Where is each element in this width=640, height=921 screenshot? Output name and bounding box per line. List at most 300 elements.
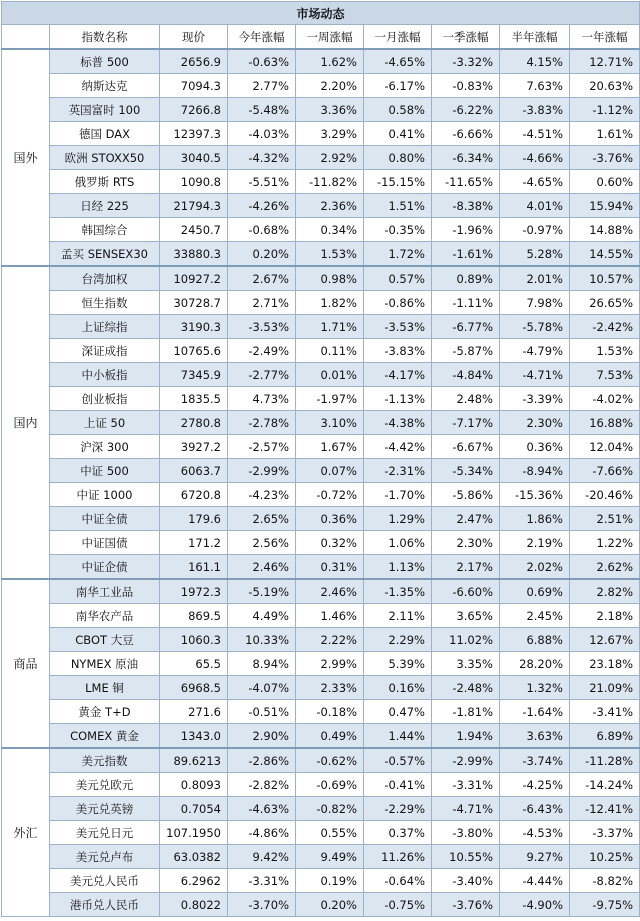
half-year-change-cell: 4.01% bbox=[500, 194, 570, 218]
week-change-cell: 0.01% bbox=[296, 363, 364, 387]
ytd-change-cell: -5.19% bbox=[228, 579, 296, 604]
week-change-cell: 0.07% bbox=[296, 459, 364, 483]
week-change-cell: -0.69% bbox=[296, 773, 364, 797]
week-change-cell: 1.82% bbox=[296, 291, 364, 315]
month-change-cell: -1.13% bbox=[364, 387, 432, 411]
table-row bbox=[2, 748, 640, 773]
index-name: LME 铜 bbox=[50, 676, 160, 700]
index-name: 韩国综合 bbox=[50, 218, 160, 242]
week-change-cell: 2.99% bbox=[296, 652, 364, 676]
week-change-cell: -0.72% bbox=[296, 483, 364, 507]
index-name: 英国富时 100 bbox=[50, 98, 160, 122]
week-change-cell: 0.55% bbox=[296, 821, 364, 845]
year-change-cell: 14.88% bbox=[570, 218, 640, 242]
ytd-change-cell: 0.20% bbox=[228, 242, 296, 267]
price-cell: 1060.3 bbox=[160, 628, 228, 652]
week-change-cell: -11.82% bbox=[296, 170, 364, 194]
group-label: 外汇 bbox=[2, 748, 50, 917]
ytd-change-cell: -2.78% bbox=[228, 411, 296, 435]
quarter-change-cell: -6.60% bbox=[432, 579, 500, 604]
year-change-cell: 6.89% bbox=[570, 724, 640, 749]
month-change-cell: -1.35% bbox=[364, 579, 432, 604]
table-row bbox=[2, 194, 640, 218]
index-name: 上证 50 bbox=[50, 411, 160, 435]
year-change-cell: 2.18% bbox=[570, 604, 640, 628]
header-month: 一月涨幅 bbox=[364, 25, 432, 50]
month-change-cell: -6.17% bbox=[364, 74, 432, 98]
index-name: 中证企债 bbox=[50, 555, 160, 580]
index-name: 孟买 SENSEX30 bbox=[50, 242, 160, 267]
week-change-cell: 1.62% bbox=[296, 49, 364, 74]
price-cell: 7094.3 bbox=[160, 74, 228, 98]
table-row bbox=[2, 170, 640, 194]
year-change-cell: 2.62% bbox=[570, 555, 640, 580]
month-change-cell: -3.83% bbox=[364, 339, 432, 363]
month-change-cell: 1.51% bbox=[364, 194, 432, 218]
month-change-cell: 2.29% bbox=[364, 628, 432, 652]
month-change-cell: 0.47% bbox=[364, 700, 432, 724]
half-year-change-cell: -4.51% bbox=[500, 122, 570, 146]
price-cell: 3040.5 bbox=[160, 146, 228, 170]
index-name: 美元兑英镑 bbox=[50, 797, 160, 821]
half-year-change-cell: 6.88% bbox=[500, 628, 570, 652]
half-year-change-cell: -3.39% bbox=[500, 387, 570, 411]
price-cell: 179.6 bbox=[160, 507, 228, 531]
year-change-cell: 12.04% bbox=[570, 435, 640, 459]
ytd-change-cell: 2.71% bbox=[228, 291, 296, 315]
market-table bbox=[1, 1, 640, 917]
table-row bbox=[2, 628, 640, 652]
table-row bbox=[2, 555, 640, 580]
group-label: 国内 bbox=[2, 266, 50, 579]
year-change-cell: 12.71% bbox=[570, 49, 640, 74]
month-change-cell: 5.39% bbox=[364, 652, 432, 676]
week-change-cell: 2.46% bbox=[296, 579, 364, 604]
half-year-change-cell: -4.90% bbox=[500, 893, 570, 917]
week-change-cell: 3.10% bbox=[296, 411, 364, 435]
table-row bbox=[2, 676, 640, 700]
month-change-cell: -4.38% bbox=[364, 411, 432, 435]
table-row bbox=[2, 507, 640, 531]
price-cell: 10927.2 bbox=[160, 266, 228, 291]
week-change-cell: -1.97% bbox=[296, 387, 364, 411]
table-row bbox=[2, 98, 640, 122]
half-year-change-cell: 2.01% bbox=[500, 266, 570, 291]
week-change-cell: 0.32% bbox=[296, 531, 364, 555]
year-change-cell: 23.18% bbox=[570, 652, 640, 676]
month-change-cell: 1.13% bbox=[364, 555, 432, 580]
price-cell: 2450.7 bbox=[160, 218, 228, 242]
week-change-cell: -0.82% bbox=[296, 797, 364, 821]
half-year-change-cell: 2.19% bbox=[500, 531, 570, 555]
header-row bbox=[2, 25, 640, 50]
index-name: 标普 500 bbox=[50, 49, 160, 74]
table-row bbox=[2, 893, 640, 917]
quarter-change-cell: -6.77% bbox=[432, 315, 500, 339]
quarter-change-cell: -5.87% bbox=[432, 339, 500, 363]
table-row bbox=[2, 821, 640, 845]
half-year-change-cell: 3.63% bbox=[500, 724, 570, 749]
half-year-change-cell: -3.74% bbox=[500, 748, 570, 773]
ytd-change-cell: -4.03% bbox=[228, 122, 296, 146]
year-change-cell: 0.60% bbox=[570, 170, 640, 194]
quarter-change-cell: -4.84% bbox=[432, 363, 500, 387]
month-change-cell: -0.57% bbox=[364, 748, 432, 773]
year-change-cell: 7.53% bbox=[570, 363, 640, 387]
quarter-change-cell: -3.80% bbox=[432, 821, 500, 845]
half-year-change-cell: 1.86% bbox=[500, 507, 570, 531]
year-change-cell: 10.57% bbox=[570, 266, 640, 291]
header-name: 指数名称 bbox=[50, 25, 160, 50]
ytd-change-cell: -4.63% bbox=[228, 797, 296, 821]
year-change-cell: -11.28% bbox=[570, 748, 640, 773]
header-year: 一年涨幅 bbox=[570, 25, 640, 50]
ytd-change-cell: -0.68% bbox=[228, 218, 296, 242]
month-change-cell: 0.37% bbox=[364, 821, 432, 845]
index-name: 创业板指 bbox=[50, 387, 160, 411]
month-change-cell: -0.86% bbox=[364, 291, 432, 315]
year-change-cell: 1.53% bbox=[570, 339, 640, 363]
week-change-cell: 0.36% bbox=[296, 507, 364, 531]
ytd-change-cell: 2.67% bbox=[228, 266, 296, 291]
price-cell: 3190.3 bbox=[160, 315, 228, 339]
week-change-cell: 1.67% bbox=[296, 435, 364, 459]
index-name: 中小板指 bbox=[50, 363, 160, 387]
week-change-cell: -0.18% bbox=[296, 700, 364, 724]
ytd-change-cell: -3.53% bbox=[228, 315, 296, 339]
half-year-change-cell: -4.66% bbox=[500, 146, 570, 170]
index-name: 南华工业品 bbox=[50, 579, 160, 604]
index-name: 欧洲 STOXX50 bbox=[50, 146, 160, 170]
table-row bbox=[2, 242, 640, 267]
index-name: 港币兑人民币 bbox=[50, 893, 160, 917]
year-change-cell: -3.76% bbox=[570, 146, 640, 170]
index-name: 美元兑日元 bbox=[50, 821, 160, 845]
half-year-change-cell: 2.45% bbox=[500, 604, 570, 628]
month-change-cell: -2.31% bbox=[364, 459, 432, 483]
year-change-cell: 2.51% bbox=[570, 507, 640, 531]
price-cell: 7266.8 bbox=[160, 98, 228, 122]
price-cell: 1090.8 bbox=[160, 170, 228, 194]
table-row bbox=[2, 652, 640, 676]
year-change-cell: 20.63% bbox=[570, 74, 640, 98]
year-change-cell: 10.25% bbox=[570, 845, 640, 869]
ytd-change-cell: 2.46% bbox=[228, 555, 296, 580]
quarter-change-cell: 1.94% bbox=[432, 724, 500, 749]
index-name: 台湾加权 bbox=[50, 266, 160, 291]
table-row bbox=[2, 700, 640, 724]
table-title: 市场动态 bbox=[2, 2, 640, 25]
month-change-cell: 0.16% bbox=[364, 676, 432, 700]
month-change-cell: -4.65% bbox=[364, 49, 432, 74]
header-group-cell bbox=[2, 25, 50, 50]
index-name: 美元兑人民币 bbox=[50, 869, 160, 893]
month-change-cell: -0.35% bbox=[364, 218, 432, 242]
table-row bbox=[2, 531, 640, 555]
half-year-change-cell: -1.64% bbox=[500, 700, 570, 724]
week-change-cell: -0.62% bbox=[296, 748, 364, 773]
half-year-change-cell: -8.94% bbox=[500, 459, 570, 483]
week-change-cell: 1.71% bbox=[296, 315, 364, 339]
half-year-change-cell: 9.27% bbox=[500, 845, 570, 869]
ytd-change-cell: 2.56% bbox=[228, 531, 296, 555]
table-row bbox=[2, 411, 640, 435]
table-row bbox=[2, 773, 640, 797]
group-label: 商品 bbox=[2, 579, 50, 748]
month-change-cell: -0.41% bbox=[364, 773, 432, 797]
month-change-cell: -4.17% bbox=[364, 363, 432, 387]
table-row bbox=[2, 387, 640, 411]
table-row bbox=[2, 869, 640, 893]
table-row bbox=[2, 266, 640, 291]
quarter-change-cell: -3.31% bbox=[432, 773, 500, 797]
index-name: 美元兑卢布 bbox=[50, 845, 160, 869]
table-row bbox=[2, 74, 640, 98]
year-change-cell: 26.65% bbox=[570, 291, 640, 315]
quarter-change-cell: 2.17% bbox=[432, 555, 500, 580]
quarter-change-cell: -5.86% bbox=[432, 483, 500, 507]
index-name: 南华农产品 bbox=[50, 604, 160, 628]
index-name: 上证综指 bbox=[50, 315, 160, 339]
year-change-cell: 16.88% bbox=[570, 411, 640, 435]
year-change-cell: -4.02% bbox=[570, 387, 640, 411]
half-year-change-cell: 0.69% bbox=[500, 579, 570, 604]
table-row bbox=[2, 459, 640, 483]
ytd-change-cell: -0.51% bbox=[228, 700, 296, 724]
half-year-change-cell: 2.02% bbox=[500, 555, 570, 580]
table-row bbox=[2, 845, 640, 869]
ytd-change-cell: -4.23% bbox=[228, 483, 296, 507]
table-row bbox=[2, 604, 640, 628]
price-cell: 33880.3 bbox=[160, 242, 228, 267]
ytd-change-cell: -4.07% bbox=[228, 676, 296, 700]
ytd-change-cell: -2.49% bbox=[228, 339, 296, 363]
price-cell: 0.8022 bbox=[160, 893, 228, 917]
year-change-cell: -1.12% bbox=[570, 98, 640, 122]
year-change-cell: -9.75% bbox=[570, 893, 640, 917]
year-change-cell: 12.67% bbox=[570, 628, 640, 652]
table-row bbox=[2, 218, 640, 242]
quarter-change-cell: -3.32% bbox=[432, 49, 500, 74]
header-week: 一周涨幅 bbox=[296, 25, 364, 50]
table-row bbox=[2, 122, 640, 146]
table-row bbox=[2, 339, 640, 363]
quarter-change-cell: -1.61% bbox=[432, 242, 500, 267]
half-year-change-cell: -4.44% bbox=[500, 869, 570, 893]
ytd-change-cell: -2.82% bbox=[228, 773, 296, 797]
year-change-cell: -7.66% bbox=[570, 459, 640, 483]
half-year-change-cell: 2.30% bbox=[500, 411, 570, 435]
half-year-change-cell: -4.53% bbox=[500, 821, 570, 845]
index-name: 美元兑欧元 bbox=[50, 773, 160, 797]
quarter-change-cell: -2.48% bbox=[432, 676, 500, 700]
quarter-change-cell: -3.40% bbox=[432, 869, 500, 893]
half-year-change-cell: -5.78% bbox=[500, 315, 570, 339]
ytd-change-cell: -2.86% bbox=[228, 748, 296, 773]
index-name: CBOT 大豆 bbox=[50, 628, 160, 652]
month-change-cell: -0.64% bbox=[364, 869, 432, 893]
price-cell: 1343.0 bbox=[160, 724, 228, 749]
year-change-cell: -3.37% bbox=[570, 821, 640, 845]
half-year-change-cell: -15.36% bbox=[500, 483, 570, 507]
half-year-change-cell: -3.83% bbox=[500, 98, 570, 122]
half-year-change-cell: -6.43% bbox=[500, 797, 570, 821]
ytd-change-cell: -4.86% bbox=[228, 821, 296, 845]
ytd-change-cell: 4.49% bbox=[228, 604, 296, 628]
week-change-cell: 0.31% bbox=[296, 555, 364, 580]
year-change-cell: -3.41% bbox=[570, 700, 640, 724]
price-cell: 869.5 bbox=[160, 604, 228, 628]
index-name: COMEX 黄金 bbox=[50, 724, 160, 749]
month-change-cell: -15.15% bbox=[364, 170, 432, 194]
quarter-change-cell: -5.34% bbox=[432, 459, 500, 483]
ytd-change-cell: 2.90% bbox=[228, 724, 296, 749]
index-name: 俄罗斯 RTS bbox=[50, 170, 160, 194]
month-change-cell: 2.11% bbox=[364, 604, 432, 628]
ytd-change-cell: -4.26% bbox=[228, 194, 296, 218]
ytd-change-cell: -2.99% bbox=[228, 459, 296, 483]
half-year-change-cell: -4.79% bbox=[500, 339, 570, 363]
ytd-change-cell: 9.42% bbox=[228, 845, 296, 869]
price-cell: 3927.2 bbox=[160, 435, 228, 459]
week-change-cell: 3.29% bbox=[296, 122, 364, 146]
quarter-change-cell: 3.65% bbox=[432, 604, 500, 628]
half-year-change-cell: 1.32% bbox=[500, 676, 570, 700]
year-change-cell: 1.22% bbox=[570, 531, 640, 555]
quarter-change-cell: 0.89% bbox=[432, 266, 500, 291]
price-cell: 6968.5 bbox=[160, 676, 228, 700]
price-cell: 171.2 bbox=[160, 531, 228, 555]
price-cell: 1972.3 bbox=[160, 579, 228, 604]
ytd-change-cell: 8.94% bbox=[228, 652, 296, 676]
index-name: 中证 1000 bbox=[50, 483, 160, 507]
month-change-cell: 1.06% bbox=[364, 531, 432, 555]
quarter-change-cell: -7.17% bbox=[432, 411, 500, 435]
price-cell: 65.5 bbox=[160, 652, 228, 676]
table-row bbox=[2, 579, 640, 604]
quarter-change-cell: -0.83% bbox=[432, 74, 500, 98]
ytd-change-cell: 10.33% bbox=[228, 628, 296, 652]
table-row bbox=[2, 724, 640, 749]
price-cell: 2780.8 bbox=[160, 411, 228, 435]
month-change-cell: 1.44% bbox=[364, 724, 432, 749]
month-change-cell: 11.26% bbox=[364, 845, 432, 869]
price-cell: 2656.9 bbox=[160, 49, 228, 74]
header-ytd: 今年涨幅 bbox=[228, 25, 296, 50]
week-change-cell: 2.33% bbox=[296, 676, 364, 700]
price-cell: 0.7054 bbox=[160, 797, 228, 821]
quarter-change-cell: 2.30% bbox=[432, 531, 500, 555]
ytd-change-cell: -3.70% bbox=[228, 893, 296, 917]
index-name: 黄金 T+D bbox=[50, 700, 160, 724]
half-year-change-cell: 7.98% bbox=[500, 291, 570, 315]
year-change-cell: 1.61% bbox=[570, 122, 640, 146]
index-name: 中证 500 bbox=[50, 459, 160, 483]
quarter-change-cell: -6.22% bbox=[432, 98, 500, 122]
year-change-cell: 14.55% bbox=[570, 242, 640, 267]
price-cell: 1835.5 bbox=[160, 387, 228, 411]
quarter-change-cell: -4.71% bbox=[432, 797, 500, 821]
year-change-cell: -14.24% bbox=[570, 773, 640, 797]
year-change-cell: -2.42% bbox=[570, 315, 640, 339]
year-change-cell: -12.41% bbox=[570, 797, 640, 821]
table-row bbox=[2, 363, 640, 387]
price-cell: 161.1 bbox=[160, 555, 228, 580]
half-year-change-cell: 0.36% bbox=[500, 435, 570, 459]
quarter-change-cell: -6.34% bbox=[432, 146, 500, 170]
ytd-change-cell: -5.48% bbox=[228, 98, 296, 122]
index-name: 纳斯达克 bbox=[50, 74, 160, 98]
header-half-year: 半年涨幅 bbox=[500, 25, 570, 50]
half-year-change-cell: -4.25% bbox=[500, 773, 570, 797]
month-change-cell: -4.42% bbox=[364, 435, 432, 459]
price-cell: 12397.3 bbox=[160, 122, 228, 146]
half-year-change-cell: -0.97% bbox=[500, 218, 570, 242]
week-change-cell: 2.92% bbox=[296, 146, 364, 170]
index-name: 中证国债 bbox=[50, 531, 160, 555]
table-row bbox=[2, 146, 640, 170]
quarter-change-cell: -6.66% bbox=[432, 122, 500, 146]
half-year-change-cell: 28.20% bbox=[500, 652, 570, 676]
header-quarter: 一季涨幅 bbox=[432, 25, 500, 50]
week-change-cell: 1.46% bbox=[296, 604, 364, 628]
price-cell: 6.2962 bbox=[160, 869, 228, 893]
quarter-change-cell: -1.11% bbox=[432, 291, 500, 315]
week-change-cell: 0.19% bbox=[296, 869, 364, 893]
index-name: 德国 DAX bbox=[50, 122, 160, 146]
table-row bbox=[2, 315, 640, 339]
ytd-change-cell: 4.73% bbox=[228, 387, 296, 411]
week-change-cell: 3.36% bbox=[296, 98, 364, 122]
index-name: 深证成指 bbox=[50, 339, 160, 363]
index-name: 日经 225 bbox=[50, 194, 160, 218]
price-cell: 21794.3 bbox=[160, 194, 228, 218]
month-change-cell: -0.75% bbox=[364, 893, 432, 917]
ytd-change-cell: -3.31% bbox=[228, 869, 296, 893]
year-change-cell: -8.82% bbox=[570, 869, 640, 893]
half-year-change-cell: -4.65% bbox=[500, 170, 570, 194]
year-change-cell: 2.82% bbox=[570, 579, 640, 604]
price-cell: 107.1950 bbox=[160, 821, 228, 845]
week-change-cell: 0.11% bbox=[296, 339, 364, 363]
month-change-cell: 0.80% bbox=[364, 146, 432, 170]
ytd-change-cell: -0.63% bbox=[228, 49, 296, 74]
price-cell: 6063.7 bbox=[160, 459, 228, 483]
week-change-cell: 1.53% bbox=[296, 242, 364, 267]
week-change-cell: 2.20% bbox=[296, 74, 364, 98]
month-change-cell: -3.53% bbox=[364, 315, 432, 339]
quarter-change-cell: -8.38% bbox=[432, 194, 500, 218]
index-name: 美元指数 bbox=[50, 748, 160, 773]
month-change-cell: 0.58% bbox=[364, 98, 432, 122]
price-cell: 0.8093 bbox=[160, 773, 228, 797]
ytd-change-cell: 2.65% bbox=[228, 507, 296, 531]
price-cell: 6720.8 bbox=[160, 483, 228, 507]
month-change-cell: 0.57% bbox=[364, 266, 432, 291]
week-change-cell: 0.98% bbox=[296, 266, 364, 291]
group-label: 国外 bbox=[2, 49, 50, 266]
year-change-cell: -20.46% bbox=[570, 483, 640, 507]
week-change-cell: 0.34% bbox=[296, 218, 364, 242]
quarter-change-cell: -11.65% bbox=[432, 170, 500, 194]
price-cell: 89.6213 bbox=[160, 748, 228, 773]
ytd-change-cell: -5.51% bbox=[228, 170, 296, 194]
price-cell: 63.0382 bbox=[160, 845, 228, 869]
month-change-cell: -1.70% bbox=[364, 483, 432, 507]
table-row bbox=[2, 291, 640, 315]
month-change-cell: -2.29% bbox=[364, 797, 432, 821]
quarter-change-cell: -1.81% bbox=[432, 700, 500, 724]
